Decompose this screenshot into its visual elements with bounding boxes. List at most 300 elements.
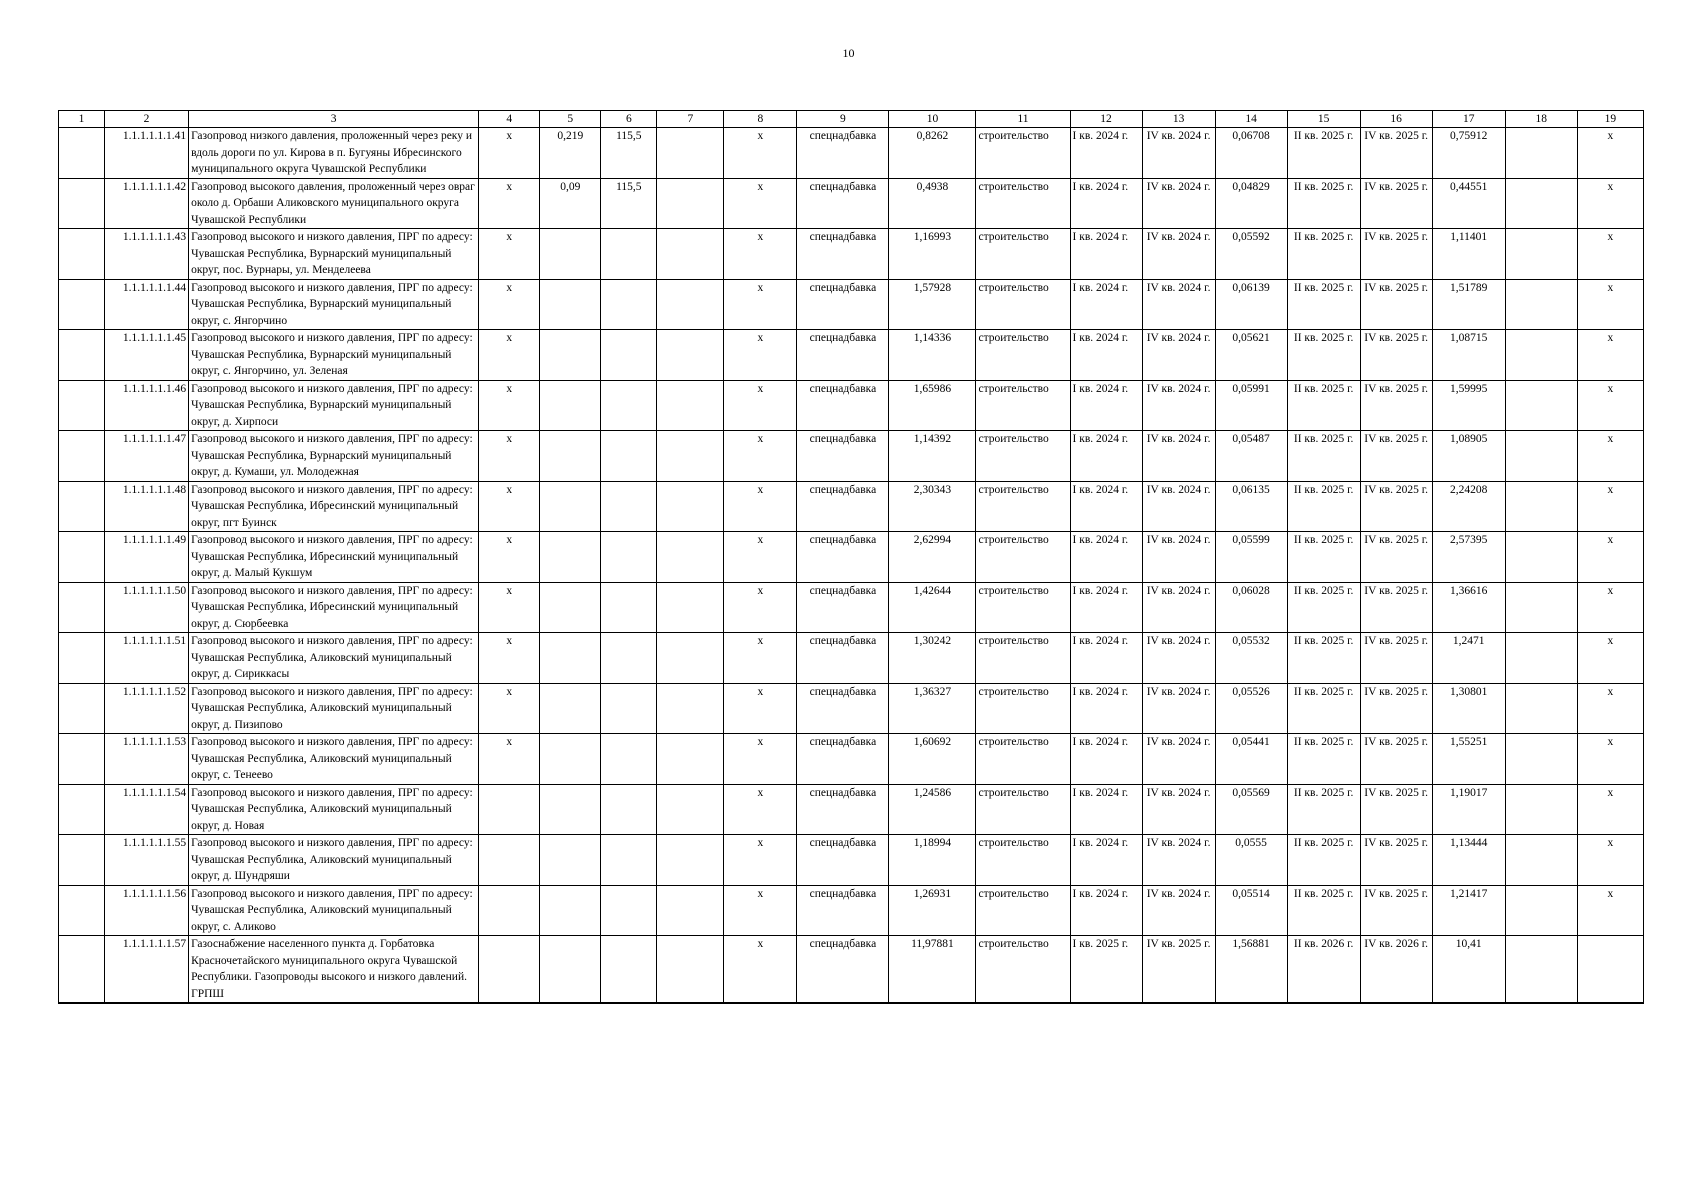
period-15: II кв. 2025 г. <box>1287 582 1360 633</box>
end-period: IV кв. 2024 г. <box>1142 431 1215 482</box>
cell-col19: х <box>1577 784 1643 835</box>
cost-value-14: 0,06139 <box>1215 279 1287 330</box>
investment-table <box>58 110 1644 1004</box>
cell-col7 <box>657 683 724 734</box>
total-cost: 1,42644 <box>889 582 976 633</box>
cost-value-17: 1,36616 <box>1432 582 1505 633</box>
cell-col4 <box>479 784 540 835</box>
length-value <box>540 633 601 684</box>
period-15: II кв. 2025 г. <box>1287 532 1360 583</box>
length-value <box>540 582 601 633</box>
object-name: Газопровод высокого и низкого давления, ПРГ по адресу: Чувашская Республика, Вурнарский муниципальный округ, д. Хирпоси <box>189 380 479 431</box>
cost-value-17: 1,30801 <box>1432 683 1505 734</box>
work-type: строительство <box>976 633 1070 684</box>
cell-col8: х <box>724 532 797 583</box>
cell-col8: х <box>724 279 797 330</box>
cell-col4: х <box>479 532 540 583</box>
cell-col8: х <box>724 835 797 886</box>
column-header-7: 7 <box>657 111 724 128</box>
column-header-17: 17 <box>1432 111 1505 128</box>
period-15: II кв. 2025 г. <box>1287 784 1360 835</box>
start-period: I кв. 2024 г. <box>1070 582 1142 633</box>
row-code: 1.1.1.1.1.1.54 <box>105 784 189 835</box>
cell-col18 <box>1505 481 1577 532</box>
period-16: IV кв. 2026 г. <box>1360 936 1432 1004</box>
end-period: IV кв. 2024 г. <box>1142 128 1215 179</box>
work-type: строительство <box>976 229 1070 280</box>
funding-source: спецнадбавка <box>797 229 889 280</box>
cell-col1 <box>59 683 105 734</box>
work-type: строительство <box>976 431 1070 482</box>
row-code: 1.1.1.1.1.1.51 <box>105 633 189 684</box>
column-header-11: 11 <box>976 111 1070 128</box>
cell-col8: х <box>724 178 797 229</box>
table-row <box>59 936 1644 1004</box>
object-name: Газопровод высокого и низкого давления, ПРГ по адресу: Чувашская Республика, Аликовский муниципальный округ, д. Новая <box>189 784 479 835</box>
length-value <box>540 683 601 734</box>
start-period: I кв. 2024 г. <box>1070 532 1142 583</box>
cell-col8: х <box>724 734 797 785</box>
table-row <box>59 784 1644 835</box>
funding-source: спецнадбавка <box>797 683 889 734</box>
start-period: I кв. 2024 г. <box>1070 229 1142 280</box>
cell-col18 <box>1505 380 1577 431</box>
cell-col7 <box>657 734 724 785</box>
cost-value-14: 0,05514 <box>1215 885 1287 936</box>
column-header-6: 6 <box>601 111 657 128</box>
cell-col8: х <box>724 582 797 633</box>
cell-col4: х <box>479 128 540 179</box>
total-cost: 1,18994 <box>889 835 976 886</box>
cost-value-17: 1,19017 <box>1432 784 1505 835</box>
length-value <box>540 279 601 330</box>
row-code: 1.1.1.1.1.1.52 <box>105 683 189 734</box>
funding-source: спецнадбавка <box>797 330 889 381</box>
cell-col19: х <box>1577 380 1643 431</box>
row-code: 1.1.1.1.1.1.41 <box>105 128 189 179</box>
funding-source: спецнадбавка <box>797 481 889 532</box>
cost-value-14: 0,06708 <box>1215 128 1287 179</box>
funding-source: спецнадбавка <box>797 734 889 785</box>
cell-col1 <box>59 835 105 886</box>
page-number: 10 <box>842 46 855 60</box>
period-16: IV кв. 2025 г. <box>1360 835 1432 886</box>
work-type: строительство <box>976 936 1070 1004</box>
cost-value-14: 0,05526 <box>1215 683 1287 734</box>
cell-col4 <box>479 835 540 886</box>
work-type: строительство <box>976 128 1070 179</box>
cell-col1 <box>59 178 105 229</box>
end-period: IV кв. 2024 г. <box>1142 380 1215 431</box>
end-period: IV кв. 2024 г. <box>1142 330 1215 381</box>
work-type: строительство <box>976 784 1070 835</box>
cell-col4: х <box>479 178 540 229</box>
cell-col18 <box>1505 532 1577 583</box>
object-name: Газопровод высокого и низкого давления, ПРГ по адресу: Чувашская Республика, Ибресинский муниципальный округ, д. Сюрбеевка <box>189 582 479 633</box>
work-type: строительство <box>976 532 1070 583</box>
funding-source: спецнадбавка <box>797 885 889 936</box>
total-cost: 2,30343 <box>889 481 976 532</box>
cell-col8: х <box>724 784 797 835</box>
period-15: II кв. 2025 г. <box>1287 481 1360 532</box>
end-period: IV кв. 2024 г. <box>1142 683 1215 734</box>
cost-value-17: 1,08905 <box>1432 431 1505 482</box>
period-15: II кв. 2025 г. <box>1287 178 1360 229</box>
column-header-15: 15 <box>1287 111 1360 128</box>
total-cost: 1,14392 <box>889 431 976 482</box>
diameter-value <box>601 734 657 785</box>
length-value <box>540 431 601 482</box>
start-period: I кв. 2024 г. <box>1070 784 1142 835</box>
cell-col7 <box>657 633 724 684</box>
table-row <box>59 885 1644 936</box>
object-name: Газопровод высокого и низкого давления, ПРГ по адресу: Чувашская Республика, Аликовский муниципальный округ, с. Аликово <box>189 885 479 936</box>
cost-value-17: 1,2471 <box>1432 633 1505 684</box>
period-16: IV кв. 2025 г. <box>1360 330 1432 381</box>
row-code: 1.1.1.1.1.1.47 <box>105 431 189 482</box>
row-code: 1.1.1.1.1.1.49 <box>105 532 189 583</box>
period-15: II кв. 2025 г. <box>1287 330 1360 381</box>
end-period: IV кв. 2024 г. <box>1142 178 1215 229</box>
cell-col19: х <box>1577 532 1643 583</box>
total-cost: 1,57928 <box>889 279 976 330</box>
cell-col1 <box>59 532 105 583</box>
cell-col7 <box>657 229 724 280</box>
end-period: IV кв. 2024 г. <box>1142 734 1215 785</box>
period-15: II кв. 2025 г. <box>1287 734 1360 785</box>
length-value <box>540 936 601 1004</box>
cost-value-14: 0,05569 <box>1215 784 1287 835</box>
start-period: I кв. 2024 г. <box>1070 279 1142 330</box>
end-period: IV кв. 2024 г. <box>1142 784 1215 835</box>
cell-col4: х <box>479 330 540 381</box>
funding-source: спецнадбавка <box>797 380 889 431</box>
length-value <box>540 330 601 381</box>
cell-col7 <box>657 582 724 633</box>
cell-col4: х <box>479 380 540 431</box>
start-period: I кв. 2024 г. <box>1070 178 1142 229</box>
cell-col18 <box>1505 734 1577 785</box>
work-type: строительство <box>976 380 1070 431</box>
object-name: Газопровод высокого и низкого давления, ПРГ по адресу: Чувашская Республика, Вурнарский муниципальный округ, пос. Вурнары, ул. Менделеева <box>189 229 479 280</box>
total-cost: 1,65986 <box>889 380 976 431</box>
cell-col7 <box>657 380 724 431</box>
work-type: строительство <box>976 835 1070 886</box>
cell-col4: х <box>479 229 540 280</box>
cell-col7 <box>657 178 724 229</box>
cell-col4: х <box>479 279 540 330</box>
period-16: IV кв. 2025 г. <box>1360 683 1432 734</box>
end-period: IV кв. 2024 г. <box>1142 885 1215 936</box>
column-header-18: 18 <box>1505 111 1577 128</box>
cell-col19 <box>1577 936 1643 1004</box>
table-row <box>59 835 1644 886</box>
cost-value-17: 1,21417 <box>1432 885 1505 936</box>
total-cost: 1,36327 <box>889 683 976 734</box>
total-cost: 1,30242 <box>889 633 976 684</box>
cell-col4: х <box>479 683 540 734</box>
funding-source: спецнадбавка <box>797 431 889 482</box>
diameter-value: 115,5 <box>601 128 657 179</box>
cost-value-17: 1,59995 <box>1432 380 1505 431</box>
cell-col18 <box>1505 229 1577 280</box>
period-16: IV кв. 2025 г. <box>1360 885 1432 936</box>
cell-col19: х <box>1577 229 1643 280</box>
period-15: II кв. 2025 г. <box>1287 683 1360 734</box>
period-16: IV кв. 2025 г. <box>1360 178 1432 229</box>
start-period: I кв. 2024 г. <box>1070 481 1142 532</box>
cell-col1 <box>59 229 105 280</box>
cell-col7 <box>657 330 724 381</box>
cell-col7 <box>657 784 724 835</box>
cost-value-17: 1,51789 <box>1432 279 1505 330</box>
cell-col8: х <box>724 330 797 381</box>
column-header-1: 1 <box>59 111 105 128</box>
period-16: IV кв. 2025 г. <box>1360 532 1432 583</box>
end-period: IV кв. 2025 г. <box>1142 936 1215 1004</box>
total-cost: 1,14336 <box>889 330 976 381</box>
start-period: I кв. 2024 г. <box>1070 633 1142 684</box>
period-16: IV кв. 2025 г. <box>1360 128 1432 179</box>
column-header-14: 14 <box>1215 111 1287 128</box>
table-row <box>59 734 1644 785</box>
funding-source: спецнадбавка <box>797 279 889 330</box>
table-row <box>59 279 1644 330</box>
cell-col4: х <box>479 481 540 532</box>
column-header-12: 12 <box>1070 111 1142 128</box>
column-header-8: 8 <box>724 111 797 128</box>
cell-col1 <box>59 582 105 633</box>
cell-col4: х <box>479 633 540 684</box>
cell-col8: х <box>724 885 797 936</box>
table-row <box>59 582 1644 633</box>
diameter-value <box>601 380 657 431</box>
cost-value-14: 0,05441 <box>1215 734 1287 785</box>
table-row <box>59 431 1644 482</box>
period-15: II кв. 2025 г. <box>1287 431 1360 482</box>
table-row <box>59 178 1644 229</box>
object-name: Газопровод высокого и низкого давления, ПРГ по адресу: Чувашская Республика, Ибресинский муниципальный округ, пгт Буинск <box>189 481 479 532</box>
total-cost: 11,97881 <box>889 936 976 1004</box>
cell-col7 <box>657 532 724 583</box>
cell-col18 <box>1505 784 1577 835</box>
cell-col19: х <box>1577 481 1643 532</box>
period-16: IV кв. 2025 г. <box>1360 229 1432 280</box>
cell-col4 <box>479 885 540 936</box>
period-16: IV кв. 2025 г. <box>1360 633 1432 684</box>
period-16: IV кв. 2025 г. <box>1360 481 1432 532</box>
length-value <box>540 734 601 785</box>
work-type: строительство <box>976 734 1070 785</box>
period-15: II кв. 2025 г. <box>1287 380 1360 431</box>
row-code: 1.1.1.1.1.1.44 <box>105 279 189 330</box>
total-cost: 1,26931 <box>889 885 976 936</box>
cost-value-14: 0,05599 <box>1215 532 1287 583</box>
start-period: I кв. 2025 г. <box>1070 936 1142 1004</box>
diameter-value <box>601 481 657 532</box>
table-row <box>59 229 1644 280</box>
object-name: Газопровод высокого и низкого давления, ПРГ по адресу: Чувашская Республика, Вурнарский муниципальный округ, с. Янгорчино <box>189 279 479 330</box>
row-code: 1.1.1.1.1.1.53 <box>105 734 189 785</box>
cost-value-14: 0,05621 <box>1215 330 1287 381</box>
column-header-19: 19 <box>1577 111 1643 128</box>
diameter-value <box>601 885 657 936</box>
column-header-5: 5 <box>540 111 601 128</box>
length-value <box>540 784 601 835</box>
end-period: IV кв. 2024 г. <box>1142 532 1215 583</box>
row-code: 1.1.1.1.1.1.46 <box>105 380 189 431</box>
cell-col1 <box>59 330 105 381</box>
cost-value-14: 0,06135 <box>1215 481 1287 532</box>
cell-col18 <box>1505 683 1577 734</box>
work-type: строительство <box>976 885 1070 936</box>
row-code: 1.1.1.1.1.1.48 <box>105 481 189 532</box>
start-period: I кв. 2024 г. <box>1070 330 1142 381</box>
cost-value-14: 0,05487 <box>1215 431 1287 482</box>
cell-col8: х <box>724 683 797 734</box>
end-period: IV кв. 2024 г. <box>1142 481 1215 532</box>
table-row <box>59 481 1644 532</box>
funding-source: спецнадбавка <box>797 784 889 835</box>
work-type: строительство <box>976 582 1070 633</box>
work-type: строительство <box>976 481 1070 532</box>
table-row <box>59 532 1644 583</box>
period-15: II кв. 2025 г. <box>1287 229 1360 280</box>
cell-col4: х <box>479 431 540 482</box>
cell-col8: х <box>724 128 797 179</box>
start-period: I кв. 2024 г. <box>1070 885 1142 936</box>
period-16: IV кв. 2025 г. <box>1360 734 1432 785</box>
cell-col7 <box>657 885 724 936</box>
total-cost: 0,8262 <box>889 128 976 179</box>
work-type: строительство <box>976 279 1070 330</box>
length-value <box>540 380 601 431</box>
object-name: Газопровод высокого и низкого давления, ПРГ по адресу: Чувашская Республика, Аликовский муниципальный округ, с. Тенеево <box>189 734 479 785</box>
row-code: 1.1.1.1.1.1.57 <box>105 936 189 1004</box>
row-code: 1.1.1.1.1.1.56 <box>105 885 189 936</box>
cell-col19: х <box>1577 683 1643 734</box>
object-name: Газопровод высокого и низкого давления, ПРГ по адресу: Чувашская Республика, Аликовский муниципальный округ, д. Шундряши <box>189 835 479 886</box>
cell-col7 <box>657 936 724 1004</box>
diameter-value <box>601 431 657 482</box>
cell-col18 <box>1505 330 1577 381</box>
cell-col19: х <box>1577 582 1643 633</box>
cell-col7 <box>657 835 724 886</box>
period-15: II кв. 2025 г. <box>1287 633 1360 684</box>
table-row <box>59 633 1644 684</box>
cell-col18 <box>1505 279 1577 330</box>
end-period: IV кв. 2024 г. <box>1142 229 1215 280</box>
table-row <box>59 683 1644 734</box>
row-code: 1.1.1.1.1.1.43 <box>105 229 189 280</box>
length-value: 0,09 <box>540 178 601 229</box>
funding-source: спецнадбавка <box>797 532 889 583</box>
cost-value-17: 2,57395 <box>1432 532 1505 583</box>
diameter-value <box>601 835 657 886</box>
diameter-value <box>601 936 657 1004</box>
period-16: IV кв. 2025 г. <box>1360 784 1432 835</box>
column-header-2: 2 <box>105 111 189 128</box>
cell-col8: х <box>724 633 797 684</box>
cell-col1 <box>59 380 105 431</box>
cell-col19: х <box>1577 178 1643 229</box>
length-value <box>540 532 601 583</box>
funding-source: спецнадбавка <box>797 178 889 229</box>
end-period: IV кв. 2024 г. <box>1142 279 1215 330</box>
row-code: 1.1.1.1.1.1.45 <box>105 330 189 381</box>
cell-col18 <box>1505 936 1577 1004</box>
period-16: IV кв. 2025 г. <box>1360 582 1432 633</box>
diameter-value <box>601 633 657 684</box>
cell-col19: х <box>1577 633 1643 684</box>
end-period: IV кв. 2024 г. <box>1142 582 1215 633</box>
start-period: I кв. 2024 г. <box>1070 683 1142 734</box>
period-15: II кв. 2025 г. <box>1287 885 1360 936</box>
object-name: Газопровод высокого давления, проложенный через овраг около д. Орбаши Аликовского муниципального округа Чувашской Республики <box>189 178 479 229</box>
cost-value-14: 0,06028 <box>1215 582 1287 633</box>
object-name: Газопровод высокого и низкого давления, ПРГ по адресу: Чувашская Республика, Аликовский муниципальный округ, д. Сириккасы <box>189 633 479 684</box>
cell-col1 <box>59 936 105 1004</box>
row-code: 1.1.1.1.1.1.55 <box>105 835 189 886</box>
cost-value-17: 1,08715 <box>1432 330 1505 381</box>
cell-col1 <box>59 481 105 532</box>
cell-col8: х <box>724 936 797 1004</box>
cell-col7 <box>657 431 724 482</box>
cell-col4: х <box>479 734 540 785</box>
object-name: Газопровод высокого и низкого давления, ПРГ по адресу: Чувашская Республика, Вурнарский муниципальный округ, д. Кумаши, ул. Молодежная <box>189 431 479 482</box>
column-header-16: 16 <box>1360 111 1432 128</box>
column-header-3: 3 <box>189 111 479 128</box>
column-header-13: 13 <box>1142 111 1215 128</box>
cell-col7 <box>657 128 724 179</box>
length-value <box>540 229 601 280</box>
diameter-value <box>601 683 657 734</box>
diameter-value <box>601 330 657 381</box>
period-15: II кв. 2026 г. <box>1287 936 1360 1004</box>
start-period: I кв. 2024 г. <box>1070 835 1142 886</box>
cost-value-14: 0,05991 <box>1215 380 1287 431</box>
cell-col19: х <box>1577 431 1643 482</box>
end-period: IV кв. 2024 г. <box>1142 835 1215 886</box>
diameter-value <box>601 229 657 280</box>
funding-source: спецнадбавка <box>797 936 889 1004</box>
work-type: строительство <box>976 178 1070 229</box>
cost-value-14: 0,0555 <box>1215 835 1287 886</box>
column-header-9: 9 <box>797 111 889 128</box>
column-header-10: 10 <box>889 111 976 128</box>
cell-col19: х <box>1577 835 1643 886</box>
table-row <box>59 380 1644 431</box>
cell-col18 <box>1505 582 1577 633</box>
object-name: Газопровод высокого и низкого давления, ПРГ по адресу: Чувашская Республика, Ибресинский муниципальный округ, д. Малый Кукшум <box>189 532 479 583</box>
start-period: I кв. 2024 г. <box>1070 380 1142 431</box>
cost-value-17: 1,55251 <box>1432 734 1505 785</box>
cost-value-14: 0,04829 <box>1215 178 1287 229</box>
object-name: Газопровод высокого и низкого давления, ПРГ по адресу: Чувашская Республика, Аликовский муниципальный округ, д. Пизипово <box>189 683 479 734</box>
period-16: IV кв. 2025 г. <box>1360 431 1432 482</box>
header-row <box>59 111 1644 128</box>
cell-col8: х <box>724 380 797 431</box>
period-16: IV кв. 2025 г. <box>1360 279 1432 330</box>
diameter-value <box>601 582 657 633</box>
cell-col1 <box>59 784 105 835</box>
table-row <box>59 128 1644 179</box>
cost-value-17: 1,11401 <box>1432 229 1505 280</box>
cost-value-14: 0,05532 <box>1215 633 1287 684</box>
diameter-value <box>601 532 657 583</box>
cell-col1 <box>59 885 105 936</box>
cell-col1 <box>59 431 105 482</box>
